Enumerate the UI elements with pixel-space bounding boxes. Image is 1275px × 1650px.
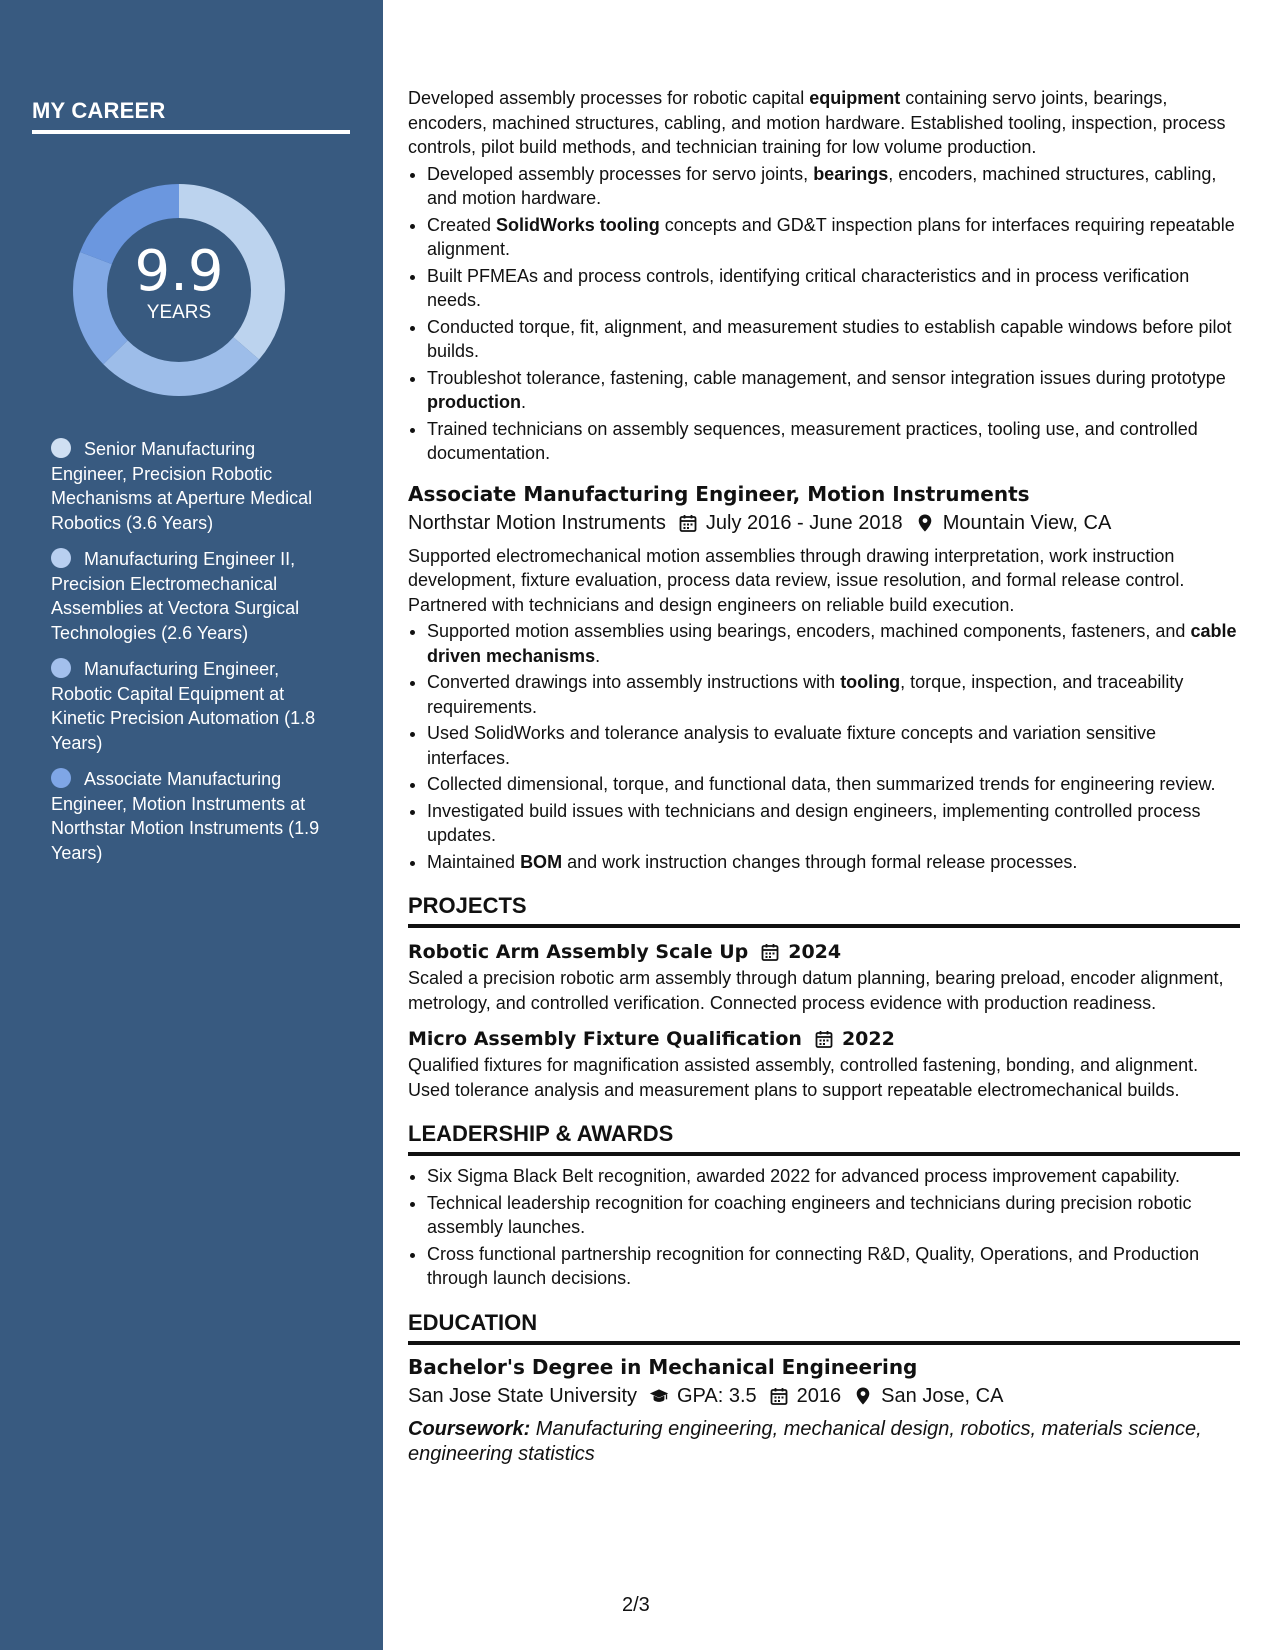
degree-title: Bachelor's Degree in Mechanical Engineering (408, 1354, 918, 1379)
career-item-text: Manufacturing Engineer, Robotic Capital Equipment at Kinetic Precision Automation (1.8 Years) (51, 659, 316, 753)
legend-dot (51, 438, 71, 458)
bullet: • Developed assembly processes for servo joints, bearings, encoders, machined structures, cabling, and motion hardware. (427, 162, 1240, 211)
main-content (408, 86, 1240, 1467)
bullet: • Maintained BOM and work instruction changes through formal release processes. (427, 850, 1240, 875)
sidebar (0, 0, 383, 1650)
school-name: San Jose State University (408, 1384, 637, 1407)
bullet: • Trained technicians on assembly sequences, measurement practices, tooling use, and controlled documentation. (427, 417, 1240, 466)
donut-unit: YEARS (146, 302, 212, 323)
career-item-text: Manufacturing Engineer II, Precision Electromechanical Assemblies at Vectora Surgical Technologies (2.6 Years) (51, 549, 300, 643)
project-description: Qualified fixtures for magnification assisted assembly, controlled fastening, bonding, and alignment. Used tolerance analysis and measurement plans to support repeatable electromechanical builds. (408, 1055, 1199, 1100)
section-title-awards: LEADERSHIP & AWARDS (408, 1120, 1240, 1156)
project-year: 2022 (841, 1028, 895, 1050)
sidebar-title: MY CAREER (32, 98, 350, 134)
bullet: • Used SolidWorks and tolerance analysis to evaluate fixture concepts and variation sensitive interfaces. (427, 721, 1240, 770)
award-item: • Six Sigma Black Belt recognition, awarded 2022 for advanced process improvement capability. (427, 1164, 1240, 1189)
legend-dot (51, 768, 71, 788)
job-summary: Supported electromechanical motion assemblies through drawing interpretation, work instruction development, fixture evaluation, process data review, issue resolution, and formal release control. Partnered with technicians and design engineers on reliable build execution. (408, 545, 1185, 615)
graduation-year: 2016 (796, 1384, 842, 1407)
job-bullets (408, 619, 1240, 874)
bullet: • Conducted torque, fit, alignment, and measurement studies to establish capable windows before pilot builds. (427, 315, 1240, 364)
awards-list (408, 1164, 1240, 1291)
career-item (51, 657, 326, 755)
award-item: • Cross functional partnership recognition for connecting R&D, Quality, Operations, and Production through launch decisions. (427, 1242, 1240, 1291)
graduation-cap-icon (649, 1386, 669, 1406)
coursework: Coursework: Manufacturing engineering, mechanical design, robotics, materials science, engineering statistics (408, 1417, 1202, 1465)
legend-dot (51, 548, 71, 568)
job-title: Associate Manufacturing Engineer, Motion Instruments (408, 481, 1030, 506)
career-item (51, 547, 326, 645)
project-description: Scaled a precision robotic arm assembly through datum planning, bearing preload, encoder alignment, metrology, and controlled verification. Connected process evidence with production readiness. (408, 968, 1224, 1013)
job-location: Mountain View, CA (942, 511, 1112, 534)
career-item-text: Senior Manufacturing Engineer, Precision Robotic Mechanisms at Aperture Medical Robotics (3.6 Years) (51, 439, 313, 533)
career-item-text: Associate Manufacturing Engineer, Motion Instruments at Northstar Motion Instruments (1.9 Years) (51, 769, 320, 863)
bullet: • Collected dimensional, torque, and functional data, then summarized trends for engineering review. (427, 772, 1240, 797)
career-item (51, 437, 326, 535)
school-location: San Jose, CA (881, 1384, 1004, 1407)
gpa: GPA: 3.5 (677, 1384, 757, 1407)
job-dates: July 2016 - June 2018 (705, 511, 903, 534)
career-list (51, 437, 326, 877)
donut-value: 9.9 (134, 239, 224, 304)
job-summary: Developed assembly processes for robotic capital equipment containing servo joints, bearings, encoders, machined structures, cabling, and motion hardware. Established tooling, inspection, process controls, pilot build methods, and technician training for low volume production. (408, 88, 1226, 157)
project-title: Micro Assembly Fixture Qualification 2022 (408, 1025, 1240, 1053)
career-item (51, 767, 326, 865)
project-year: 2024 (788, 941, 842, 963)
job-meta (408, 508, 1240, 538)
bullet: • Troubleshot tolerance, fastening, cable management, and sensor integration issues during prototype production. (427, 366, 1240, 415)
bullet: • Supported motion assemblies using bearings, encoders, machined components, fasteners, and cable driven mechanisms. (427, 619, 1240, 668)
calendar-icon (769, 1386, 789, 1406)
page-number: 2/3 (622, 1594, 650, 1616)
bullet: • Investigated build issues with technicians and design engineers, implementing controlled process updates. (427, 799, 1240, 848)
career-donut-chart (67, 178, 291, 402)
section-title-projects: PROJECTS (408, 892, 1240, 928)
bullet: • Created SolidWorks tooling concepts and GD&T inspection plans for interfaces requiring repeatable alignment. (427, 213, 1240, 262)
bullet: • Converted drawings into assembly instructions with tooling, torque, inspection, and traceability requirements. (427, 670, 1240, 719)
calendar-icon (678, 513, 698, 533)
project-title: Robotic Arm Assembly Scale Up 2024 (408, 938, 1240, 966)
education-meta (408, 1381, 1240, 1411)
calendar-icon (760, 942, 780, 962)
company-name: Northstar Motion Instruments (408, 511, 666, 534)
award-item: • Technical leadership recognition for coaching engineers and technicians during precision robotic assembly launches. (427, 1191, 1240, 1240)
map-pin-icon (915, 513, 935, 533)
bullet: • Built PFMEAs and process controls, identifying critical characteristics and in process verification needs. (427, 264, 1240, 313)
legend-dot (51, 658, 71, 678)
job-bullets (408, 162, 1240, 466)
section-title-education: EDUCATION (408, 1309, 1240, 1345)
calendar-icon (814, 1029, 834, 1049)
map-pin-icon (853, 1386, 873, 1406)
